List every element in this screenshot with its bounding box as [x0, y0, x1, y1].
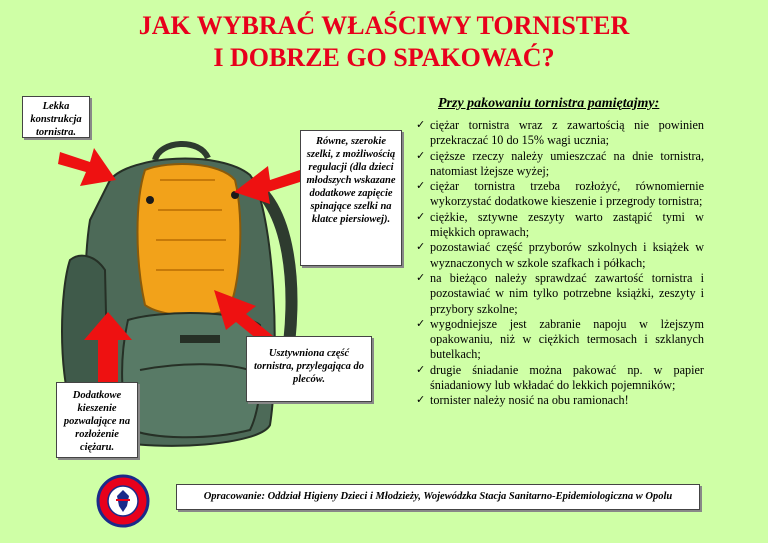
rule-text: ciężar tornistra wraz z zawartością nie powinien przekraczać 10 do 15% wagi ucznia; [430, 118, 704, 148]
rule-text: drugie śniadanie można pakować np. w papier śniadaniowy lub wkładać do lekkich pojemników; [430, 362, 704, 393]
rule-item [416, 179, 704, 210]
rule-item [416, 317, 704, 363]
rules-list [416, 118, 704, 409]
checkmark-icon: ✓ [416, 317, 426, 330]
rule-text: pozostawiać część przyborów szkolnych i książek w wyznaczonych w szkole szafkach i półkach; [430, 240, 704, 270]
footer-credits: Opracowanie: Oddział Higieny Dzieci i Młodzieży, Wojewódzka Stacja Sanitarno-Epidemiologiczna w Opolu [176, 484, 700, 510]
rule-text: wygodniejsze jest zabranie napoju w lżejszym opakowaniu, niż w ciężkich termosach i szklanych butelkach; [430, 316, 704, 362]
checkmark-icon: ✓ [416, 394, 426, 407]
checkmark-icon: ✓ [416, 363, 426, 376]
checkmark-icon: ✓ [416, 271, 426, 284]
arrow-light [60, 140, 120, 190]
rule-item [416, 271, 704, 317]
checkmark-icon: ✓ [416, 180, 426, 193]
checkmark-icon: ✓ [416, 119, 426, 131]
arrow-pockets [84, 312, 132, 384]
rule-item [416, 363, 704, 394]
rule-text: cięższe rzeczy należy umieszczać na dnie tornistra, natomiast lżejsze wyżej; [430, 148, 704, 178]
callout-light-construction: Lekka konstrukcja tornistra. [22, 96, 90, 138]
sanitary-inspection-seal [96, 474, 150, 528]
callout-stiff-back: Usztywniona część tornistra, przylegająca do pleców. [246, 336, 372, 402]
checkmark-icon: ✓ [416, 149, 426, 162]
rule-item [416, 393, 704, 408]
rule-item [416, 240, 704, 271]
title-line-2: I DOBRZE GO SPAKOWAĆ? [213, 43, 555, 72]
checkmark-icon: ✓ [416, 241, 426, 254]
title-line-1: JAK WYBRAĆ WŁAŚCIWY TORNISTER [138, 11, 630, 40]
arrow-straps [234, 160, 300, 206]
rule-item [416, 118, 704, 149]
rule-item [416, 210, 704, 241]
rule-text: ciężkie, sztywne zeszyty warto zastąpić tymi w miękkich oprawach; [430, 209, 704, 240]
rule-text: ciężar tornistra trzeba rozłożyć, równomiernie wykorzystać dodatkowe kieszenie i przegrody tornistra; [430, 179, 704, 209]
callout-straps: Równe, szerokie szelki, z możliwością regulacji (dla dzieci młodszych wskazane dodatkowe zapięcie spinające szelki na klatce piersiowej). [300, 130, 402, 266]
rules-heading: Przy pakowaniu tornistra pamiętajmy: [438, 96, 660, 111]
callout-extra-pockets: Dodatkowe kieszenie pozwalające na rozłożenie ciężaru. [56, 382, 138, 458]
rule-text: na bieżąco należy sprawdzać zawartość tornistra i pozostawiać w nim tylko potrzebne książki, zeszyty i przybory szkolne; [430, 270, 704, 316]
rule-item [416, 149, 704, 180]
rule-text: tornister należy nosić na obu ramionach! [430, 393, 629, 408]
poster-title [0, 10, 768, 74]
checkmark-icon: ✓ [416, 210, 426, 223]
